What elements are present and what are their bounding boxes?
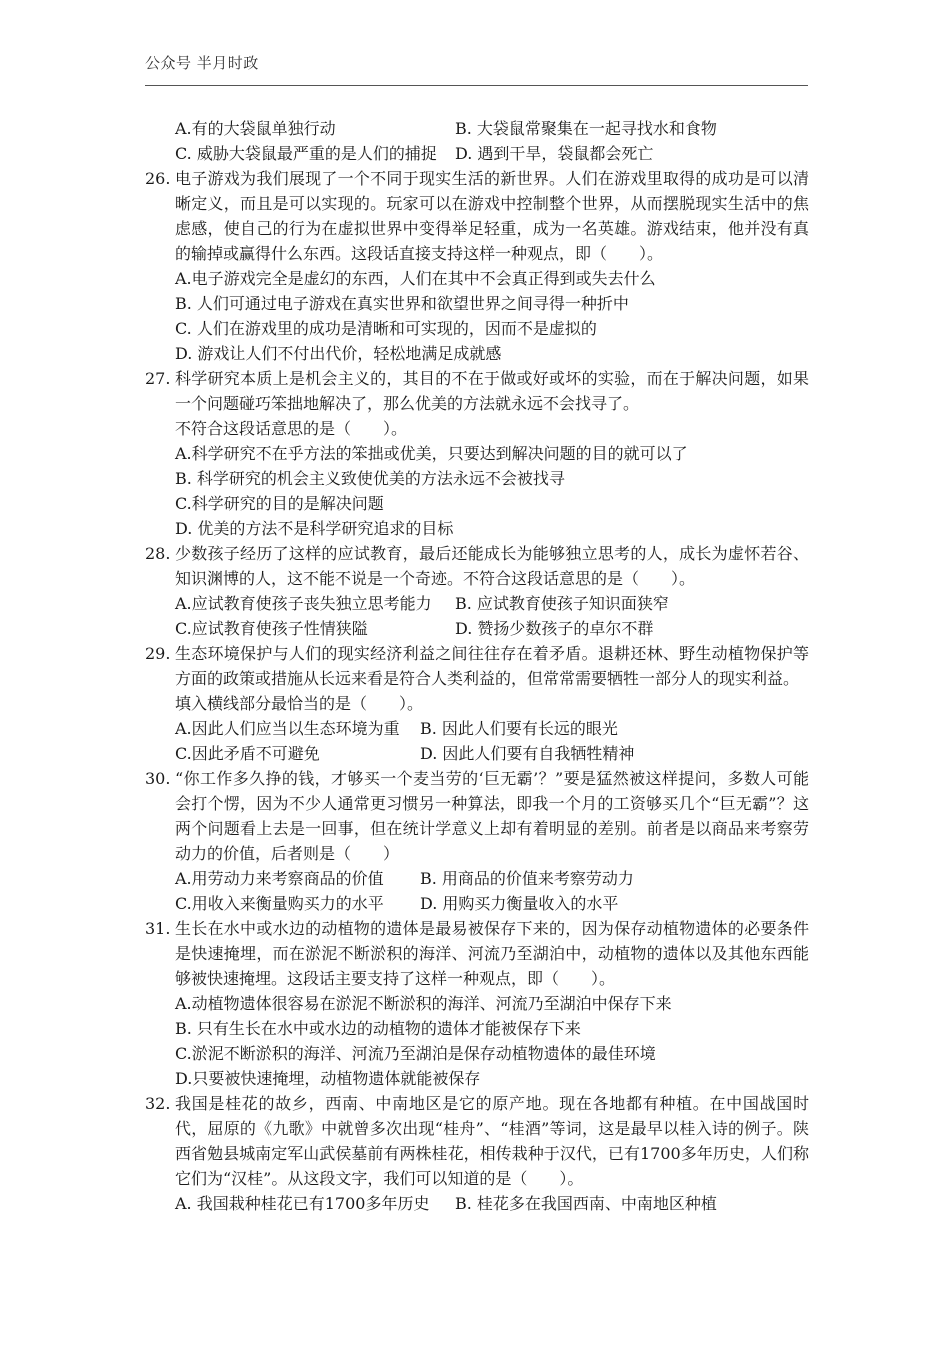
question-27 (145, 366, 815, 416)
option-a: A.电子游戏完全是虚幻的东西，人们在其中不会真正得到或失去什么 (175, 269, 656, 288)
question-prompt: 填入横线部分最恰当的是（ ）。 (175, 694, 424, 713)
header-divider (145, 85, 808, 86)
question-number: 32. (145, 1094, 171, 1113)
option-b: B. 应试教育使孩子知识面狭窄 (455, 594, 669, 613)
question-stem: 电子游戏为我们展现了一个不同于现实生活的新世界。人们在游戏里取得的成功是可以清晰定义，而且是可以实现的。玩家可以在游戏中控制整个世界，从而摆脱现实生活中的焦虑感，使自己的行为在虚拟世界中变得举足轻重，成为一名英雄。游戏结束，他并没有真的输掉或赢得什么东西。这段话直接支持这样一种观点，即（ ）。 (175, 169, 809, 263)
question-stem: 我国是桂花的故乡，西南、中南地区是它的原产地。现在各地都有种植。在中国战国时代，屈原的《九歌》中就曾多次出现“桂舟”、“桂酒”等词，这是最早以桂入诗的例子。陕西省勉县城南定军山武侯墓前有两株桂花，相传栽种于汉代，已有1700多年历史，人们称它们为“汉桂”。从这段文字，我们可以知道的是（ ）。 (175, 1094, 809, 1188)
document-body (145, 116, 815, 1216)
option-row (145, 741, 815, 766)
option-row (145, 891, 815, 916)
option-d: D. 用购买力衡量收入的水平 (420, 894, 619, 913)
question-26 (145, 166, 815, 266)
option-row (145, 866, 815, 891)
question-32 (145, 1091, 815, 1191)
question-number: 28. (145, 544, 171, 563)
option-a: A.有的大袋鼠单独行动 (175, 119, 336, 138)
option-b: B. 科学研究的机会主义致使优美的方法永远不会被找寻 (175, 469, 565, 488)
option-c: C. 人们在游戏里的成功是清晰和可实现的，因而不是虚拟的 (175, 319, 597, 338)
option-a: A.动植物遗体很容易在淤泥不断淤积的海洋、河流乃至湖泊中保存下来 (175, 994, 672, 1013)
question-stem: 少数孩子经历了这样的应试教育，最后还能成长为能够独立思考的人，成长为虚怀若谷、知识渊博的人，这不能不说是一个奇迹。不符合这段话意思的是（ ）。 (175, 544, 809, 588)
option-d: D. 优美的方法不是科学研究追求的目标 (175, 519, 454, 538)
option-row (145, 616, 815, 641)
option-c: C.因此矛盾不可避免 (175, 744, 320, 763)
question-number: 27. (145, 369, 171, 388)
question-stem: “你工作多久挣的钱，才够买一个麦当劳的‘巨无霸’？”要是猛然被这样提问，多数人可能会打个愣，因为不少人通常更习惯另一种算法，即我一个月的工资够买几个“巨无霸”？这两个问题看上去是一回事，但在统计学意义上却有着明显的差别。前者是以商品来考察劳动力的价值，后者则是（ ） (175, 769, 809, 863)
question-number: 31. (145, 919, 171, 938)
option-row (145, 141, 815, 166)
question-number: 26. (145, 169, 171, 188)
option-a: A.科学研究不在乎方法的笨拙或优美，只要达到解决问题的目的就可以了 (175, 444, 688, 463)
question-28 (145, 541, 815, 591)
option-row (145, 591, 815, 616)
option-a: A. 我国栽种桂花已有1700多年历史 (175, 1194, 430, 1213)
question-31 (145, 916, 815, 991)
option-c: C. 威胁大袋鼠最严重的是人们的捕捉 (175, 144, 437, 163)
question-number: 29. (145, 644, 171, 663)
option-d: D. 因此人们要有自我牺牲精神 (420, 744, 635, 763)
option-d: D. 游戏让人们不付出代价，轻松地满足成就感 (175, 344, 502, 363)
option-b: B. 大袋鼠常聚集在一起寻找水和食物 (455, 119, 717, 138)
question-number: 30. (145, 769, 171, 788)
question-prompt: 不符合这段话意思的是（ ）。 (175, 419, 408, 438)
option-c: C.应试教育使孩子性情狭隘 (175, 619, 368, 638)
page-header: 公众号 半月时政 (145, 54, 259, 72)
option-a: A.应试教育使孩子丧失独立思考能力 (175, 594, 432, 613)
option-c: C.科学研究的目的是解决问题 (175, 494, 384, 513)
question-30 (145, 766, 815, 866)
option-c: C.用收入来衡量购买力的水平 (175, 894, 384, 913)
option-row (145, 716, 815, 741)
option-row (145, 1191, 815, 1216)
question-stem: 生长在水中或水边的动植物的遗体是最易被保存下来的，因为保存动植物遗体的必要条件是快速掩埋，而在淤泥不断淤积的海洋、河流乃至湖泊中，动植物的遗体以及其他东西能够被快速掩埋。这段话主要支持了这样一种观点，即（ ）。 (175, 919, 809, 988)
option-c: C.淤泥不断淤积的海洋、河流乃至湖泊是保存动植物遗体的最佳环境 (175, 1044, 656, 1063)
option-b: B. 桂花多在我国西南、中南地区种植 (455, 1194, 717, 1213)
option-b: B. 只有生长在水中或水边的动植物的遗体才能被保存下来 (175, 1019, 581, 1038)
option-b: B. 人们可通过电子游戏在真实世界和欲望世界之间寻得一种折中 (175, 294, 629, 313)
option-d: D. 赞扬少数孩子的卓尔不群 (455, 619, 654, 638)
option-row (145, 116, 815, 141)
question-29 (145, 641, 815, 691)
option-b: B. 因此人们要有长远的眼光 (420, 719, 618, 738)
option-a: A.因此人们应当以生态环境为重 (175, 719, 400, 738)
option-d: D. 遇到干旱，袋鼠都会死亡 (455, 144, 654, 163)
question-stem: 生态环境保护与人们的现实经济利益之间往往存在着矛盾。退耕还林、野生动植物保护等方面的政策或措施从长远来看是符合人类利益的，但常常需要牺牲一部分人的现实利益。 (175, 644, 809, 688)
option-d: D.只要被快速掩埋，动植物遗体就能被保存 (175, 1069, 481, 1088)
option-b: B. 用商品的价值来考察劳动力 (420, 869, 634, 888)
question-stem: 科学研究本质上是机会主义的，其目的不在于做或好或坏的实验，而在于解决问题，如果一个问题碰巧笨拙地解决了，那么优美的方法就永远不会找寻了。 (175, 369, 809, 413)
option-a: A.用劳动力来考察商品的价值 (175, 869, 384, 888)
